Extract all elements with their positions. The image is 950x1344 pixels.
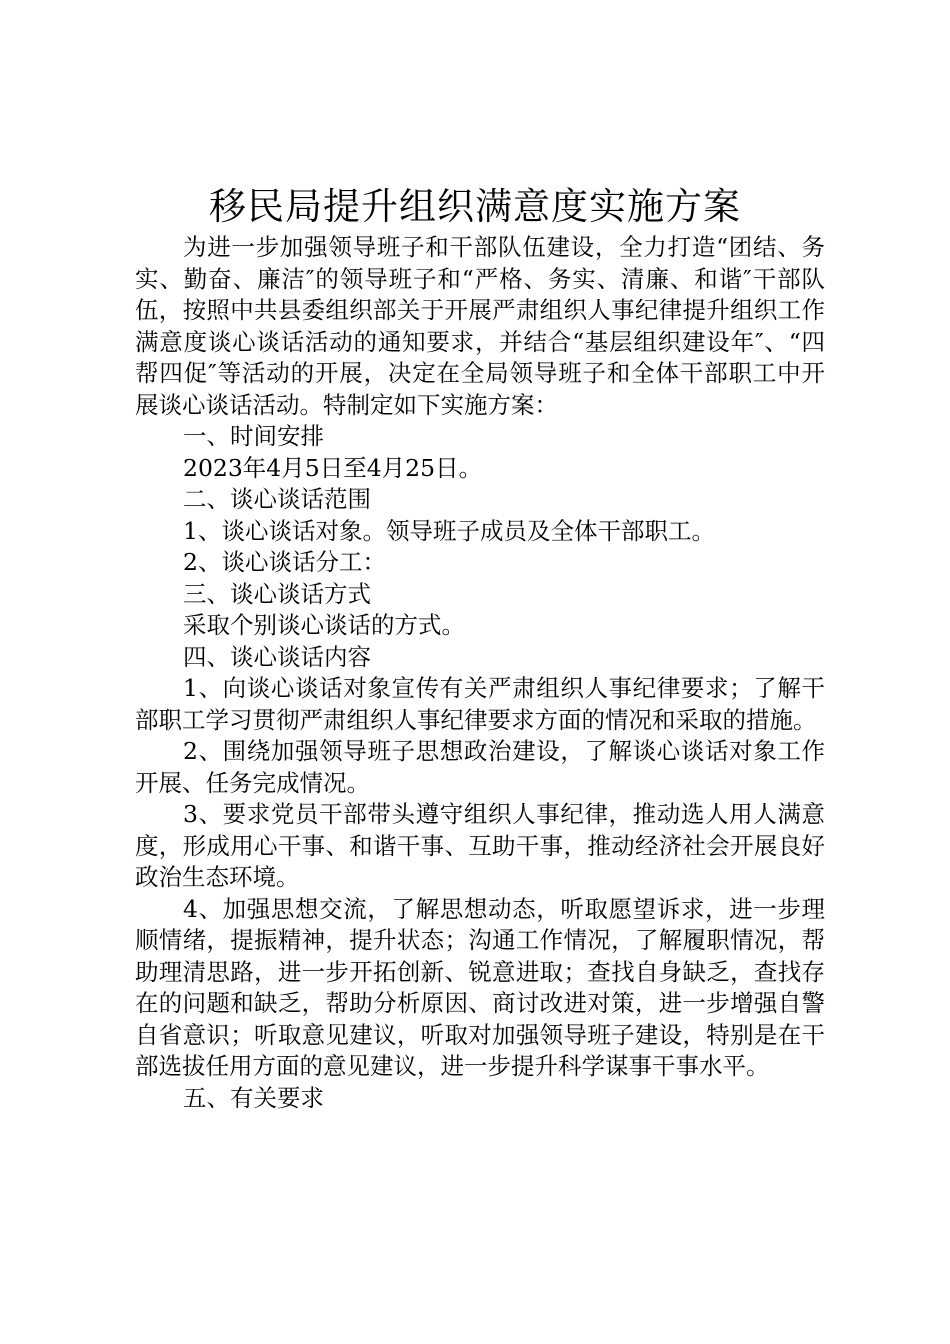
section-heading-scope: 二、谈心谈话范围 [183,485,371,513]
document-title: 移民局提升组织满意度实施方案 [209,185,741,228]
content-item-1: 1、向谈心谈话对象宣传有关严肃组织人事纪律要求；了解干部职工学习贯彻严肃组织人事纪律要求方面的情况和采取的措施。 [135,674,825,734]
content-item-3: 3、要求党员干部带头遵守组织人事纪律，推动选人用人满意度，形成用心干事、和谐干事、互助干事，推动经济社会开展良好政治生态环境。 [135,800,825,891]
section-heading-method: 三、谈心谈话方式 [183,579,371,608]
scope-item-1: 1、谈心谈话对象。领导班子成员及全体干部职工。 [183,516,715,545]
content-item-4: 4、加强思想交流，了解思想动态，听取愿望诉求，进一步理顺情绪，提振精神，提升状态；沟通工作情况，了解履职情况，帮助理清思路，进一步开拓创新、锐意进取；查找自身缺乏，查找存在的问题和缺乏，帮助分析原因、商讨改进对策，进一步增强自警自省意识；听取意见建议，听取对加强领导班子建设，特别是在干部选拔任用方面的意见建议，进一步提升科学谋事干事水平。 [135,894,825,1080]
scope-item-2: 2、谈心谈话分工： [183,548,386,576]
intro-paragraph: 为进一步加强领导班子和干部队伍建设，全力打造“团结、务实、勤奋、廉洁″的领导班子和“严格、务实、清廉、和谐″干部队伍，按照中共县委组织部关于开展严肃组织人事纪律提升组织工作满意度谈心谈话活动的通知要求，并结合“基层组织建设年″、“四帮四促″等活动的开展，决定在全局领导班子和全体干部职工中开展谈心谈话活动。特制定如下实施方案： [135,233,825,419]
section-heading-time: 一、时间安排 [183,422,324,450]
section-heading-requirements: 五、有关要求 [183,1083,324,1112]
section-heading-content: 四、谈心谈话内容 [183,642,371,671]
document-body [135,232,825,1114]
method-paragraph: 采取个别谈心谈话的方式。 [183,611,465,639]
content-item-2: 2、围绕加强领导班子思想政治建设，了解谈心谈话对象工作开展、任务完成情况。 [135,737,825,797]
time-range-paragraph: 2023年4月5日至4月25日。 [183,453,483,482]
